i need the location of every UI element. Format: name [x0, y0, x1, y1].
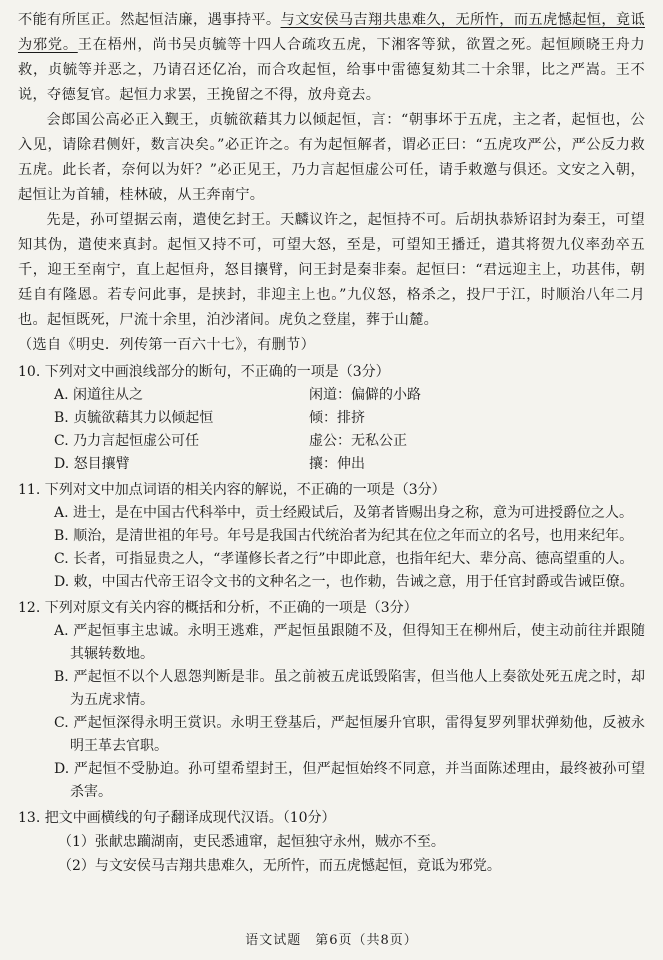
option-a: A. 进士，是在中国古代科举中，贡士经殿试后，及第者皆赐出身之称，意为可进授爵位之人。 — [54, 505, 634, 521]
translation-sentence-1: （1）张献忠躏湖南，吏民悉逋窜，起恒独守永州，贼亦不至。 — [58, 834, 445, 850]
option-c: C. 严起恒深得永明王赏识。永明王登基后，严起恒屡升官职，雷得复罗列罪状弹劾他，反被永明王革去官职。 — [54, 715, 645, 754]
question-stem: 13. 把文中画横线的句子翻译成现代汉语。（10分） — [18, 810, 336, 826]
option-gloss: 攘：伸出 — [309, 456, 365, 472]
option-word: B. 贞毓欲藉其力以倾起恒 — [54, 410, 214, 426]
option-b: B. 顺治，是清世祖的年号。年号是我国古代统治者为纪其在位之年而立的名号，也用来纪年。 — [54, 528, 634, 544]
option-gloss: 倾：排挤 — [309, 410, 365, 426]
page-footer: 语文试题 第6页（共8页） — [245, 933, 418, 948]
passage-source: （选自《明史．列传第一百六十七》，有删节） — [18, 337, 316, 353]
question-stem: 10. 下列对文中画浪线部分的断句，不正确的一项是（3分） — [18, 364, 390, 380]
option-word: D. 怒目攘臂 — [54, 456, 130, 472]
option-word: A. 闲道往从之 — [54, 387, 144, 403]
option-d: D. 敕，中国古代帝王诏令文书的文种名之一，也作勅，告诫之意，用于任官封爵或告诫臣僚。 — [54, 574, 634, 590]
option-row — [54, 453, 421, 476]
passage-text: 不能有所匡正。然起恒洁廉，遇事持平。 — [18, 12, 281, 28]
option-d: D. 严起恒不受胁迫。孙可望希望封王，但严起恒始终不同意，并当面陈述理由，最终被孙可望杀害。 — [54, 761, 645, 800]
option-b: B. 严起恒不以个人恩怨判断是非。虽之前被五虎诋毁陷害，但当他人上奏欲处死五虎之时，却为五虎求情。 — [54, 669, 645, 708]
question-12 — [18, 596, 645, 804]
question-stem: 12. 下列对原文有关内容的概括和分析，不正确的一项是（3分） — [18, 600, 418, 616]
option-c: C. 长者，可指显贵之人，“孝谨修长者之行”中即此意，也指年纪大、辈分高、德高望重的人。 — [54, 551, 634, 567]
option-row — [54, 407, 421, 430]
option-table — [54, 384, 421, 476]
passage-paragraph-2: 会郎国公高必正入觐王，贞毓欲藉其力以倾起恒，言：“朝事坏于五虎，主之者，起恒也，公入见，请除君侧奸，数言决矣。”必正许之。有为起恒解者，谓必正曰：“五虎攻严公，严公反力救五虎。此长者，奈何以为奸？”必正见王，乃力言起恒虚公可任，请手敕邀与俱还。文安之入朝，起恒让为首辅，桂林破，从王奔南宁。 — [18, 112, 645, 203]
question-11 — [18, 478, 645, 594]
option-gloss: 虚公：无私公正 — [309, 433, 407, 449]
option-row — [54, 430, 421, 453]
question-10 — [18, 360, 645, 476]
passage-text: 王在梧州，尚书吴贞毓等十四人合疏攻五虎，下湘客等狱，欲置之死。起恒顾晓王舟力救，贞毓等并恶之，乃请召还亿冶，而合攻起恒，给事中雷德复劾其二十余罪，比之严嵩。王不说，夺德复官。起恒力求罢，王挽留之不得，放舟竟去。 — [18, 37, 646, 103]
option-word: C. 乃力言起恒虚公可任 — [54, 433, 200, 449]
translation-sentence-2: （2）与文安侯马吉翔共患难久，无所忤，而五虎憾起恒，竟诋为邪党。 — [58, 858, 501, 874]
question-stem: 11. 下列对文中加点词语的相关内容的解说，不正确的一项是（3分） — [18, 482, 446, 498]
option-gloss: 闲道：偏僻的小路 — [309, 387, 421, 403]
option-a: A. 严起恒事主忠诚。永明王逃难，严起恒虽跟随不及，但得知王在柳州后，使主动前往并跟随其辗转数地。 — [54, 623, 645, 662]
passage-paragraph-1 — [18, 8, 645, 108]
passage-paragraph-3: 先是，孙可望据云南，遣使乞封王。天麟议许之，起恒持不可。后胡执恭矫诏封为秦王，可望知其伪，遣使来真封。起恒又持不可，可望大怒，至是，可望知王播迁，遣其将贺九仪率劲卒五千，迎王至南宁，直上起恒舟，怒目攘臂，问王封是秦非秦。起恒曰：“君远迎主上，功甚伟，朝廷自有隆恩。若专问此事，是挟封，非迎主上也。”九仪怒，格杀之，投尸于江，时顺治八年二月也。起恒既死，尸流十余里，泊沙渚间。虎负之登崖，葬于山麓。 — [18, 212, 645, 328]
question-13 — [18, 806, 645, 878]
underlined-sentence: 与文安侯马吉翔共患难久，无所忤，而五虎憾起恒，竟诋为邪党。 — [18, 12, 645, 53]
reading-passage — [18, 8, 645, 358]
option-row — [54, 384, 421, 407]
